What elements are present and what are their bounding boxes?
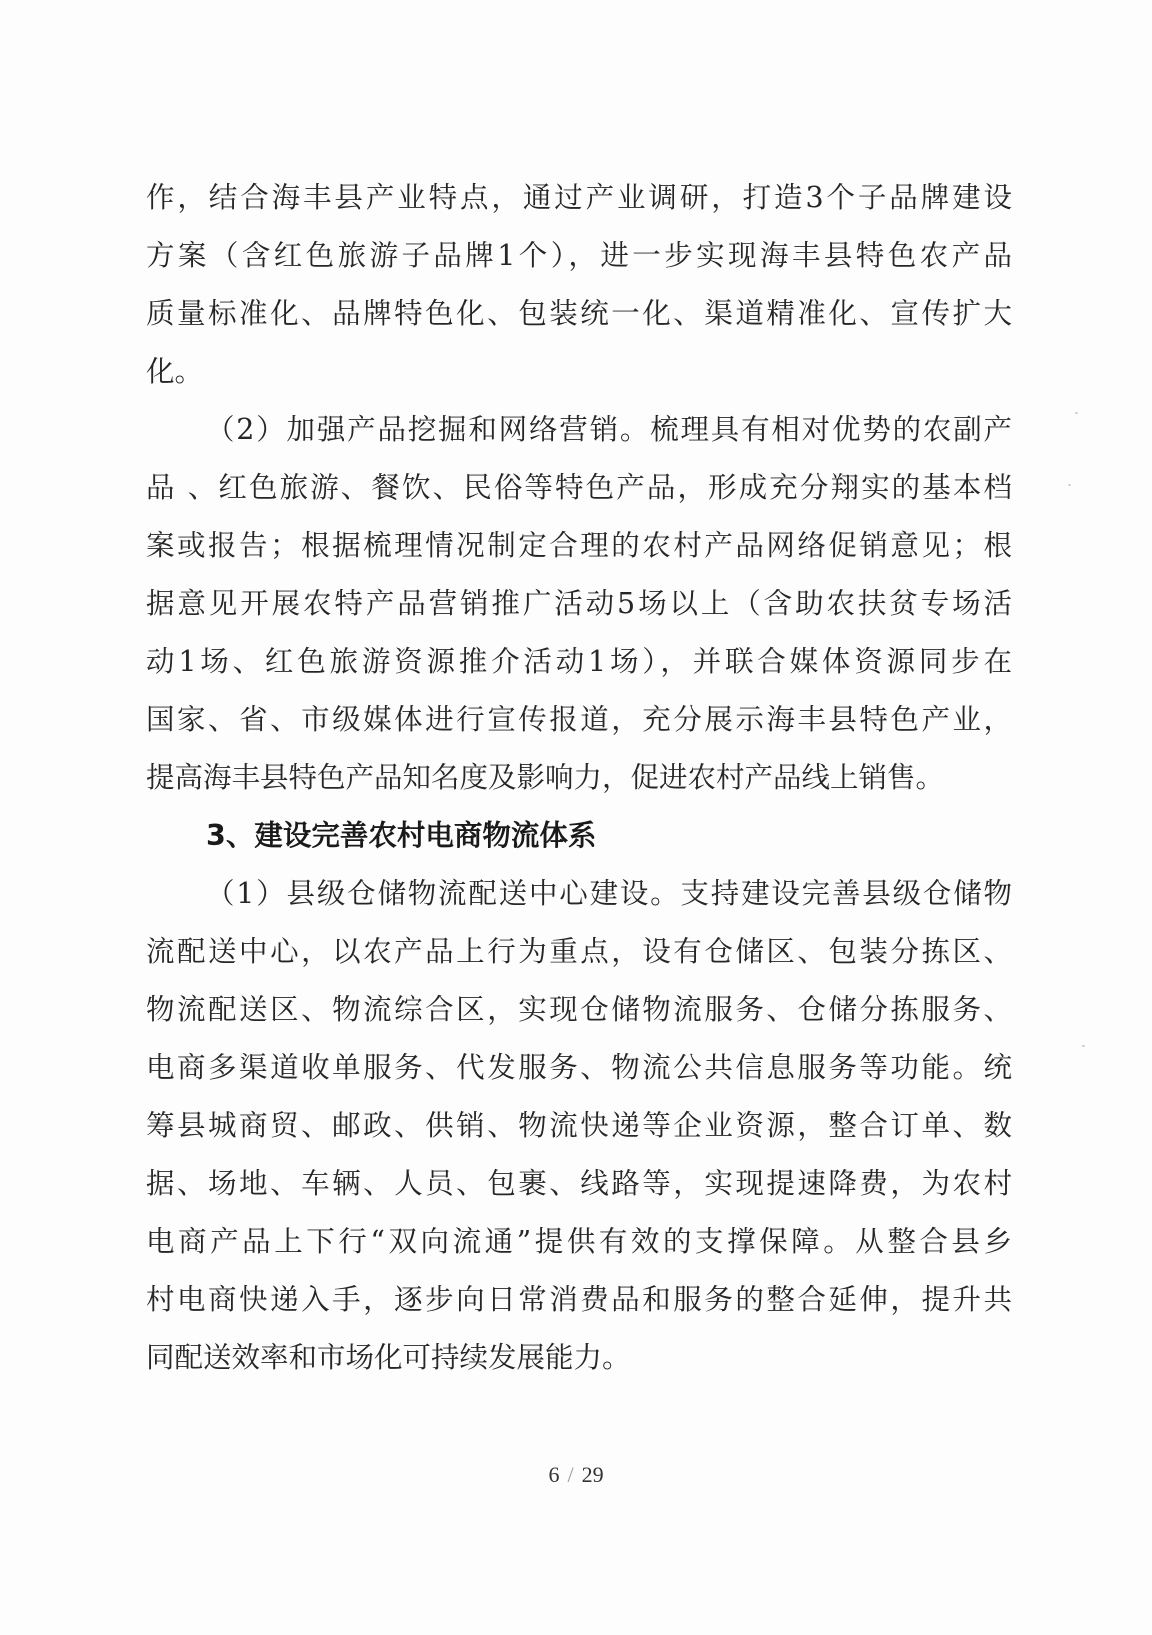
- page-total: 29: [581, 1462, 604, 1487]
- page-separator: /: [567, 1462, 574, 1487]
- scan-speck: [1075, 412, 1078, 414]
- body-line: 案或报告；根据梳理情况制定合理的农村产品网络促销意见；根: [146, 529, 1012, 562]
- page-number: [0, 1460, 1152, 1490]
- body-line: 提高海丰县特色产品知名度及影响力，促进农村产品线上销售。: [146, 761, 945, 794]
- section-heading: 3、建设完善农村电商物流体系: [206, 819, 597, 852]
- body-line: 村电商快递入手，逐步向日常消费品和服务的整合延伸，提升共: [146, 1283, 1012, 1316]
- body-line: 据意见开展农特产品营销推广活动5场以上（含助农扶贫专场活: [146, 587, 1012, 620]
- body-line: 动1场、红色旅游资源推介活动1场），并联合媒体资源同步在: [146, 645, 1012, 678]
- paragraph-first-line: （2）加强产品挖掘和网络营销。梳理具有相对优势的农副产: [206, 413, 1012, 446]
- body-line: 作，结合海丰县产业特点，通过产业调研，打造3个子品牌建设: [146, 181, 1012, 214]
- body-line: 方案（含红色旅游子品牌1个），进一步实现海丰县特色农产品: [146, 239, 1012, 272]
- body-line: 流配送中心，以农产品上行为重点，设有仓储区、包装分拣区、: [146, 935, 1012, 968]
- body-line: 物流配送区、物流综合区，实现仓储物流服务、仓储分拣服务、: [146, 993, 1012, 1026]
- scan-speck: [1082, 1045, 1085, 1047]
- body-line: 筹县城商贸、邮政、供销、物流快递等企业资源，整合订单、数: [146, 1109, 1012, 1142]
- body-line: 国家、省、市级媒体进行宣传报道，充分展示海丰县特色产业，: [146, 703, 1012, 736]
- body-line: 电商多渠道收单服务、代发服务、物流公共信息服务等功能。统: [146, 1051, 1012, 1084]
- page-current: 6: [548, 1462, 560, 1487]
- body-line: 同配送效率和市场化可持续发展能力。: [146, 1341, 631, 1374]
- body-line: 据、场地、车辆、人员、包裹、线路等，实现提速降费，为农村: [146, 1167, 1012, 1200]
- paragraph-first-line: （1）县级仓储物流配送中心建设。支持建设完善县级仓储物: [206, 877, 1012, 910]
- body-line: 化。: [146, 355, 204, 388]
- body-line: 电商产品上下行“双向流通”提供有效的支撑保障。从整合县乡: [146, 1225, 1012, 1258]
- body-line: 质量标准化、品牌特色化、包装统一化、渠道精准化、宣传扩大: [146, 297, 1012, 330]
- body-line: 品 、红色旅游、餐饮、民俗等特色产品，形成充分翔实的基本档: [146, 471, 1012, 504]
- scan-speck: [1068, 484, 1071, 486]
